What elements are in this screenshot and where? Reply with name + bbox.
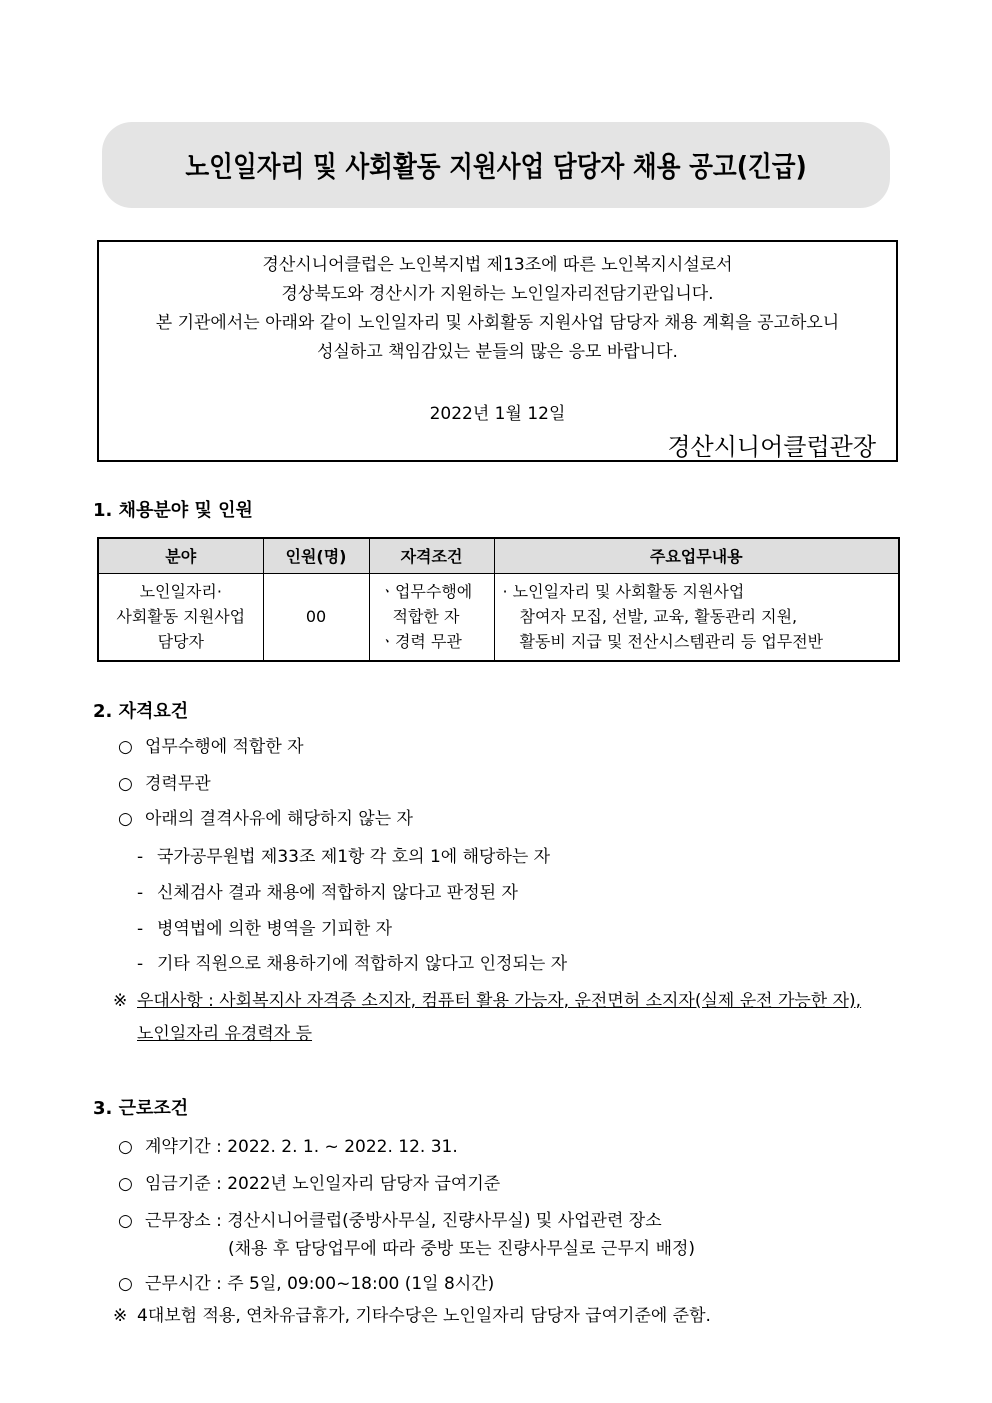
circle-bullet-icon: ○: [118, 1174, 133, 1194]
field-line: 사회활동 지원사업: [116, 607, 246, 627]
section2-heading: 2. 자격요건: [93, 701, 189, 722]
cell-count: 00: [263, 573, 369, 661]
list-item: [118, 1136, 992, 1158]
field-line: 노인일자리·: [139, 582, 222, 602]
table-row: [98, 573, 899, 661]
field-line: 담당자: [157, 632, 204, 652]
col-header-field: 분야: [98, 538, 263, 573]
sub-list-item: [137, 846, 992, 868]
intro-line: 경상북도와 경산시가 지원하는 노인일자리전담기관입니다.: [281, 284, 714, 304]
duty-line: · 노인일자리 및 사회활동 지원사업: [502, 582, 745, 602]
sub-list-item: [137, 953, 992, 975]
list-item: [118, 736, 992, 758]
sub-list-item: [137, 882, 992, 904]
list-item: [118, 1210, 992, 1232]
cell-field: [98, 573, 263, 661]
cell-duties: [494, 573, 899, 661]
qual-line: ㆍ업무수행에: [379, 582, 473, 602]
intro-line: 경산시니어클럽은 노인복지법 제13조에 따른 노인복지시설로서: [262, 255, 733, 275]
preference-note: [113, 990, 992, 1012]
section1-heading: 1. 채용분야 및 인원: [93, 500, 253, 521]
list-item-text: 계약기간 : 2022. 2. 1. ~ 2022. 12. 31.: [145, 1137, 458, 1157]
reference-mark-icon: ※: [113, 991, 128, 1011]
list-item-text: 아래의 결격사유에 해당하지 않는 자: [145, 809, 413, 829]
circle-bullet-icon: ○: [118, 1137, 133, 1157]
sub-list-item-text: 국가공무원법 제33조 제1항 각 호의 1에 해당하는 자: [157, 847, 551, 867]
benefits-note-text: 4대보험 적용, 연차유급휴가, 기타수당은 노인일자리 담당자 급여기준에 준함.: [137, 1306, 711, 1326]
dash-bullet-icon: -: [137, 847, 144, 867]
section3-heading: 3. 근로조건: [93, 1098, 189, 1119]
dash-bullet-icon: -: [137, 954, 144, 974]
list-item-text: 임금기준 : 2022년 노인일자리 담당자 급여기준: [145, 1174, 501, 1194]
circle-bullet-icon: ○: [118, 1211, 133, 1231]
workplace-note: (채용 후 담당업무에 따라 중방 또는 진량사무실로 근무지 배정): [228, 1239, 696, 1259]
cell-qualification: [369, 573, 494, 661]
signature: 경산시니어클럽관장: [667, 433, 876, 461]
sub-list-item-text: 신체검사 결과 채용에 적합하지 않다고 판정된 자: [157, 883, 518, 903]
intro-box: [97, 240, 898, 462]
duty-line: 참여자 모집, 선발, 교육, 활동관리 지원,: [519, 607, 798, 627]
intro-line: 본 기관에서는 아래와 같이 노인일자리 및 사회활동 지원사업 담당자 채용 계획을 공고하오니: [155, 313, 840, 333]
circle-bullet-icon: ○: [118, 809, 133, 829]
list-item: [118, 1173, 992, 1195]
announcement-date: 2022년 1월 12일: [429, 404, 566, 424]
sub-list-item-text: 병역법에 의한 병역을 기피한 자: [157, 919, 393, 939]
page-title: 노인일자리 및 사회활동 지원사업 담당자 채용 공고(긴급): [185, 150, 807, 183]
benefits-note: [113, 1305, 992, 1327]
preference-note-text: 우대사항 : 사회복지사 자격증 소지자, 컴퓨터 활용 가능자, 운전면허 소지자(실제 운전 가능한 자),: [137, 991, 862, 1011]
reference-mark-icon: ※: [113, 1306, 128, 1326]
col-header-qualification: 자격조건: [369, 538, 494, 573]
circle-bullet-icon: ○: [118, 1274, 133, 1294]
recruitment-table: [97, 537, 900, 662]
qual-line: ㆍ경력 무관: [379, 632, 462, 652]
duty-line: 활동비 지급 및 전산시스템관리 등 업무전반: [519, 632, 824, 652]
table-header-row: [98, 538, 899, 573]
circle-bullet-icon: ○: [118, 737, 133, 757]
list-item: [118, 773, 992, 795]
list-item: [118, 1273, 992, 1295]
dash-bullet-icon: -: [137, 883, 144, 903]
circle-bullet-icon: ○: [118, 774, 133, 794]
list-item-text: 업무수행에 적합한 자: [145, 737, 304, 757]
list-item-text: 경력무관: [145, 774, 211, 794]
preference-note-continuation: 노인일자리 유경력자 등: [137, 1024, 313, 1044]
intro-line: 성실하고 책임감있는 분들의 많은 응모 바랍니다.: [317, 342, 678, 362]
qual-line: 적합한 자: [392, 607, 460, 627]
list-item-text: 근무시간 : 주 5일, 09:00~18:00 (1일 8시간): [145, 1274, 495, 1294]
col-header-count: 인원(명): [263, 538, 369, 573]
dash-bullet-icon: -: [137, 919, 144, 939]
list-item: [118, 808, 992, 830]
sub-list-item: [137, 918, 992, 940]
title-banner: [102, 122, 890, 208]
sub-list-item-text: 기타 직원으로 채용하기에 적합하지 않다고 인정되는 자: [157, 954, 568, 974]
col-header-duties: 주요업무내용: [494, 538, 899, 573]
list-item-text: 근무장소 : 경산시니어클럽(중방사무실, 진량사무실) 및 사업관련 장소: [145, 1211, 662, 1231]
